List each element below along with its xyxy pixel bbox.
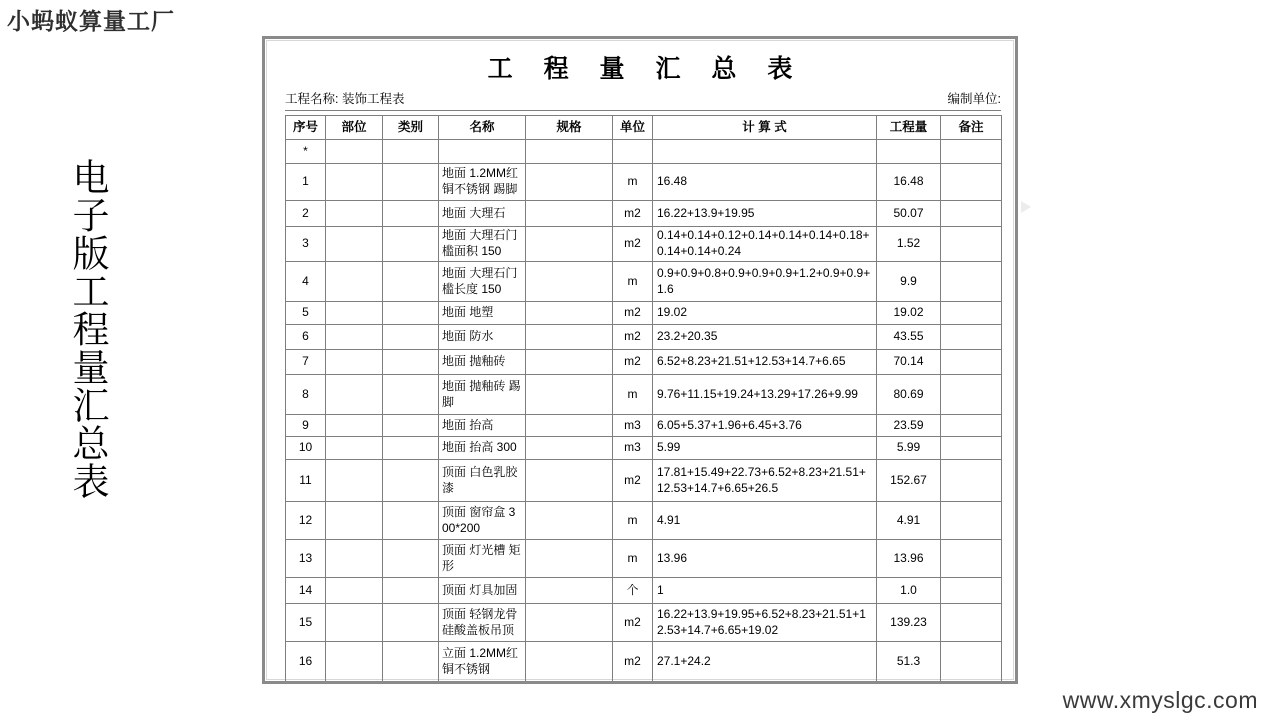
cell-unit: m xyxy=(613,164,653,201)
cell-qty: 139.23 xyxy=(877,604,941,642)
cell-seq: 15 xyxy=(286,604,326,642)
cell-qty: 152.67 xyxy=(877,460,941,502)
table-row xyxy=(286,502,1002,540)
cell-spec xyxy=(526,325,613,350)
cell-cat xyxy=(383,415,439,437)
cell-seq: 7 xyxy=(286,350,326,375)
cell-cat xyxy=(383,262,439,302)
table-row xyxy=(286,227,1002,262)
cell-part xyxy=(326,302,383,325)
cell-calc xyxy=(653,140,877,164)
cell-unit: m xyxy=(613,262,653,302)
cell-cat xyxy=(383,227,439,262)
cell-unit: m2 xyxy=(613,325,653,350)
cell-name: 顶面 灯光槽 矩形 xyxy=(439,540,526,578)
cell-spec xyxy=(526,437,613,460)
cell-seq: * xyxy=(286,140,326,164)
cell-part xyxy=(326,604,383,642)
cell-note xyxy=(941,502,1002,540)
cell-spec xyxy=(526,578,613,604)
cell-seq: 16 xyxy=(286,642,326,682)
cell-part xyxy=(326,350,383,375)
cell-qty: 1.52 xyxy=(877,227,941,262)
col-header-formula: 计 算 式 xyxy=(653,116,877,140)
table-row xyxy=(286,415,1002,437)
cell-qty: 1.0 xyxy=(877,578,941,604)
cell-name: 地面 地塑 xyxy=(439,302,526,325)
cell-unit: m2 xyxy=(613,201,653,227)
cell-cat xyxy=(383,164,439,201)
cell-qty: 4.91 xyxy=(877,502,941,540)
website-watermark: www.xmyslgc.com xyxy=(1062,687,1258,713)
cell-cat xyxy=(383,578,439,604)
table-header-row xyxy=(286,116,1002,140)
cell-part xyxy=(326,227,383,262)
cell-calc: 16.48 xyxy=(653,164,877,201)
cell-cat xyxy=(383,140,439,164)
cell-spec xyxy=(526,262,613,302)
cell-seq: 8 xyxy=(286,375,326,415)
cell-spec xyxy=(526,201,613,227)
cell-name: 地面 抬高 xyxy=(439,415,526,437)
cell-cat xyxy=(383,375,439,415)
cell-unit: m3 xyxy=(613,415,653,437)
table-row xyxy=(286,325,1002,350)
cell-calc: 6.52+8.23+21.51+12.53+14.7+6.65 xyxy=(653,350,877,375)
table-row xyxy=(286,437,1002,460)
cell-qty: 80.69 xyxy=(877,375,941,415)
cell-unit: 个 xyxy=(613,578,653,604)
cell-part xyxy=(326,540,383,578)
quantity-summary-table xyxy=(285,115,1002,682)
cell-note xyxy=(941,302,1002,325)
cell-calc: 23.2+20.35 xyxy=(653,325,877,350)
col-header-seq: 序号 xyxy=(286,116,326,140)
cell-unit: m3 xyxy=(613,437,653,460)
cell-calc: 5.99 xyxy=(653,437,877,460)
cell-qty: 43.55 xyxy=(877,325,941,350)
cell-qty xyxy=(877,140,941,164)
cell-name: 顶面 灯具加固 xyxy=(439,578,526,604)
cell-unit: m xyxy=(613,540,653,578)
cell-part xyxy=(326,325,383,350)
cell-part xyxy=(326,642,383,682)
cell-part xyxy=(326,164,383,201)
table-row xyxy=(286,140,1002,164)
cell-name: 地面 防水 xyxy=(439,325,526,350)
side-vertical-title: 电子版工程量汇总表 xyxy=(66,158,107,500)
cell-qty: 16.48 xyxy=(877,164,941,201)
cell-note xyxy=(941,140,1002,164)
cell-calc: 6.05+5.37+1.96+6.45+3.76 xyxy=(653,415,877,437)
col-header-quantity: 工程量 xyxy=(877,116,941,140)
cell-part xyxy=(326,578,383,604)
cell-spec xyxy=(526,302,613,325)
cell-note xyxy=(941,227,1002,262)
cell-name xyxy=(439,140,526,164)
cell-cat xyxy=(383,350,439,375)
cell-qty: 5.99 xyxy=(877,437,941,460)
cell-cat xyxy=(383,502,439,540)
cell-seq: 9 xyxy=(286,415,326,437)
cell-unit: m2 xyxy=(613,604,653,642)
cell-seq: 13 xyxy=(286,540,326,578)
cell-note xyxy=(941,578,1002,604)
cell-spec xyxy=(526,415,613,437)
cell-name: 地面 大理石门槛长度 150 xyxy=(439,262,526,302)
table-row xyxy=(286,604,1002,642)
cursor-artifact xyxy=(1021,201,1031,213)
cell-qty: 9.9 xyxy=(877,262,941,302)
col-header-name: 名称 xyxy=(439,116,526,140)
cell-seq: 2 xyxy=(286,201,326,227)
cell-part xyxy=(326,201,383,227)
cell-unit: m2 xyxy=(613,350,653,375)
cell-spec xyxy=(526,604,613,642)
cell-unit: m2 xyxy=(613,642,653,682)
cell-spec xyxy=(526,227,613,262)
cell-qty: 23.59 xyxy=(877,415,941,437)
col-header-category: 类别 xyxy=(383,116,439,140)
sheet-frame xyxy=(262,36,1018,684)
cell-part xyxy=(326,437,383,460)
cell-cat xyxy=(383,325,439,350)
cell-seq: 5 xyxy=(286,302,326,325)
cell-note xyxy=(941,350,1002,375)
cell-calc: 13.96 xyxy=(653,540,877,578)
table-row xyxy=(286,201,1002,227)
cell-spec xyxy=(526,164,613,201)
col-header-spec: 规格 xyxy=(526,116,613,140)
cell-calc: 0.9+0.9+0.8+0.9+0.9+0.9+1.2+0.9+0.9+1.6 xyxy=(653,262,877,302)
table-row xyxy=(286,642,1002,682)
cell-unit: m xyxy=(613,375,653,415)
compile-unit-label: 编制单位: xyxy=(947,92,1001,106)
cell-calc: 4.91 xyxy=(653,502,877,540)
cell-spec xyxy=(526,140,613,164)
cell-calc: 1 xyxy=(653,578,877,604)
cell-name: 地面 抛釉砖 xyxy=(439,350,526,375)
cell-unit xyxy=(613,140,653,164)
table-row xyxy=(286,460,1002,502)
cell-calc: 16.22+13.9+19.95 xyxy=(653,201,877,227)
cell-seq: 10 xyxy=(286,437,326,460)
table-row xyxy=(286,302,1002,325)
cell-seq: 11 xyxy=(286,460,326,502)
cell-name: 立面 1.2MM红铜不锈钢 xyxy=(439,642,526,682)
cell-cat xyxy=(383,201,439,227)
cell-calc: 0.14+0.14+0.12+0.14+0.14+0.14+0.18+0.14+0.14+0.24 xyxy=(653,227,877,262)
cell-note xyxy=(941,325,1002,350)
cell-note xyxy=(941,437,1002,460)
cell-calc: 9.76+11.15+19.24+13.29+17.26+9.99 xyxy=(653,375,877,415)
cell-note xyxy=(941,375,1002,415)
cell-cat xyxy=(383,460,439,502)
sheet-meta-row xyxy=(285,89,1001,111)
cell-cat xyxy=(383,642,439,682)
cell-seq: 14 xyxy=(286,578,326,604)
cell-seq: 6 xyxy=(286,325,326,350)
cell-name: 地面 大理石门槛面积 150 xyxy=(439,227,526,262)
cell-spec xyxy=(526,540,613,578)
cell-cat xyxy=(383,604,439,642)
col-header-note: 备注 xyxy=(941,116,1002,140)
cell-qty: 13.96 xyxy=(877,540,941,578)
cell-note xyxy=(941,164,1002,201)
table-row xyxy=(286,262,1002,302)
brand-watermark: 小蚂蚁算量工厂 xyxy=(7,8,175,34)
col-header-unit: 单位 xyxy=(613,116,653,140)
cell-name: 地面 抬高 300 xyxy=(439,437,526,460)
sheet-title: 工 程 量 汇 总 表 xyxy=(487,55,805,83)
cell-seq: 1 xyxy=(286,164,326,201)
cell-cat xyxy=(383,437,439,460)
table-row xyxy=(286,164,1002,201)
cell-part xyxy=(326,502,383,540)
cell-part xyxy=(326,262,383,302)
cell-name: 地面 1.2MM红铜不锈钢 踢脚 xyxy=(439,164,526,201)
cell-note xyxy=(941,540,1002,578)
cell-note xyxy=(941,604,1002,642)
cell-qty: 19.02 xyxy=(877,302,941,325)
cell-unit: m2 xyxy=(613,302,653,325)
cell-spec xyxy=(526,375,613,415)
cell-cat xyxy=(383,302,439,325)
cell-unit: m2 xyxy=(613,227,653,262)
cell-qty: 70.14 xyxy=(877,350,941,375)
cell-qty: 51.3 xyxy=(877,642,941,682)
cell-spec xyxy=(526,642,613,682)
cell-calc: 27.1+24.2 xyxy=(653,642,877,682)
cell-calc: 19.02 xyxy=(653,302,877,325)
cell-part xyxy=(326,375,383,415)
project-name-label: 工程名称: 装饰工程表 xyxy=(285,92,405,106)
cell-name: 顶面 轻钢龙骨硅酸盖板吊顶 xyxy=(439,604,526,642)
cell-seq: 3 xyxy=(286,227,326,262)
cell-seq: 4 xyxy=(286,262,326,302)
cell-cat xyxy=(383,540,439,578)
cell-note xyxy=(941,460,1002,502)
cell-calc: 17.81+15.49+22.73+6.52+8.23+21.51+12.53+14.7+6.65+26.5 xyxy=(653,460,877,502)
cell-note xyxy=(941,262,1002,302)
cell-spec xyxy=(526,350,613,375)
cell-part xyxy=(326,140,383,164)
cell-part xyxy=(326,415,383,437)
table-row xyxy=(286,375,1002,415)
table-row xyxy=(286,350,1002,375)
cell-seq: 12 xyxy=(286,502,326,540)
cell-part xyxy=(326,460,383,502)
cell-note xyxy=(941,642,1002,682)
cell-spec xyxy=(526,502,613,540)
cell-name: 顶面 白色乳胶漆 xyxy=(439,460,526,502)
cell-name: 顶面 窗帘盒 300*200 xyxy=(439,502,526,540)
cell-name: 地面 大理石 xyxy=(439,201,526,227)
cell-qty: 50.07 xyxy=(877,201,941,227)
col-header-part: 部位 xyxy=(326,116,383,140)
cell-note xyxy=(941,201,1002,227)
table-row xyxy=(286,540,1002,578)
cell-note xyxy=(941,415,1002,437)
cell-unit: m xyxy=(613,502,653,540)
table-row xyxy=(286,578,1002,604)
cell-calc: 16.22+13.9+19.95+6.52+8.23+21.51+12.53+14.7+6.65+19.02 xyxy=(653,604,877,642)
cell-spec xyxy=(526,460,613,502)
cell-unit: m2 xyxy=(613,460,653,502)
cell-name: 地面 抛釉砖 踢脚 xyxy=(439,375,526,415)
